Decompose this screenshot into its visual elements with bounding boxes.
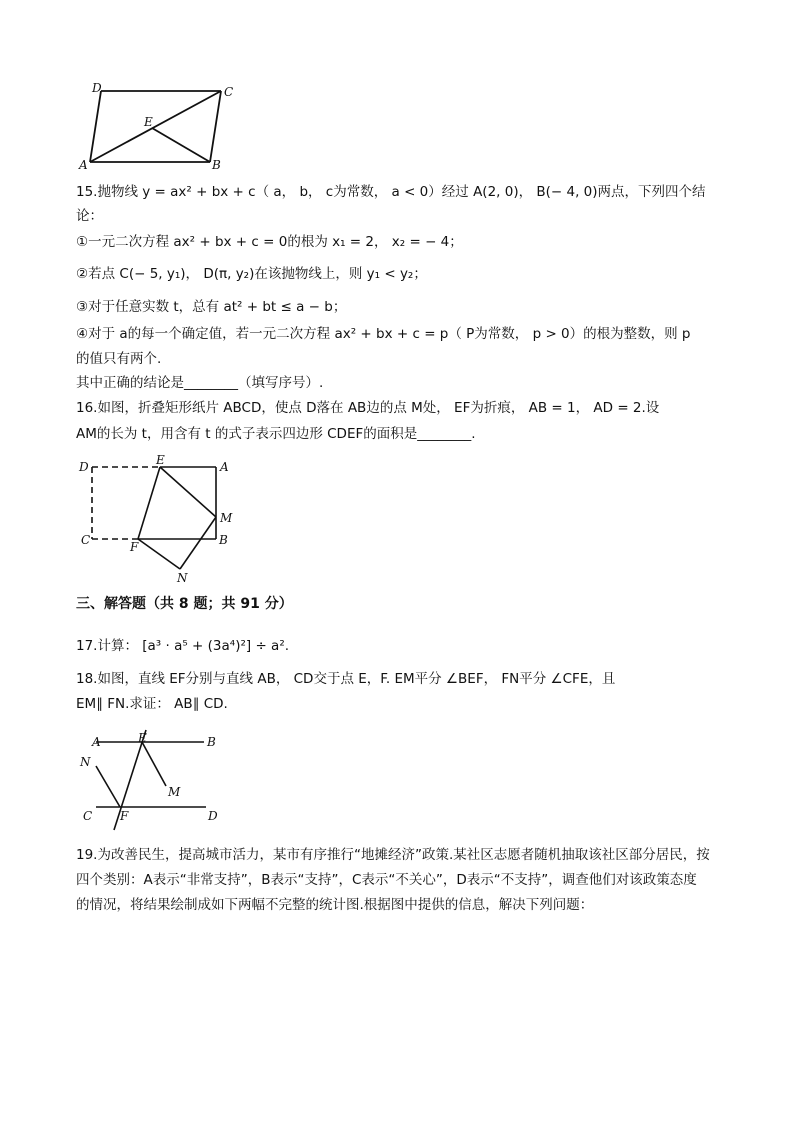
segment-ac bbox=[90, 91, 221, 162]
q16-line-1: 16.如图，折叠矩形纸片 ABCD，使点 D落在 AB边的点 M处， EF为折痕， AB = 1， AD = 2.设 bbox=[76, 400, 660, 416]
label-a: A bbox=[220, 460, 229, 474]
ray-fn bbox=[96, 766, 120, 807]
label-b: B bbox=[212, 158, 221, 172]
label-a: A bbox=[79, 158, 88, 172]
label-b: B bbox=[207, 735, 216, 749]
parallel-lines-figure bbox=[76, 728, 236, 834]
segment-da bbox=[90, 91, 101, 162]
q15-line-7: 的值只有两个. bbox=[76, 351, 162, 367]
label-d: D bbox=[92, 81, 102, 95]
q19-line-3: 的情况，将结果绘制成如下两幅不完整的统计图.根据图中提供的信息，解决下列问题： bbox=[76, 897, 594, 913]
label-f: F bbox=[120, 809, 129, 823]
folded-rectangle-figure bbox=[76, 455, 246, 585]
label-e: E bbox=[138, 731, 147, 745]
label-c: C bbox=[83, 809, 93, 823]
segment-mn bbox=[180, 517, 216, 569]
section-heading: 三、解答题（共 8 题；共 91 分） bbox=[76, 596, 293, 612]
label-d: D bbox=[79, 460, 89, 474]
segment-cb bbox=[210, 91, 221, 162]
label-n: N bbox=[80, 755, 91, 769]
q15-line-1: 15.抛物线 y = ax² + bx + c（ a， b， c为常数， a < 0）经过 A(2, 0)， B(− 4, 0)两点，下列四个结 bbox=[76, 184, 706, 200]
label-f: F bbox=[130, 540, 139, 554]
label-e: E bbox=[156, 455, 165, 467]
label-m: M bbox=[168, 785, 181, 799]
label-d: D bbox=[208, 809, 218, 823]
segment-ef bbox=[138, 467, 160, 539]
q18-line-2: EM∥ FN.求证： AB∥ CD. bbox=[76, 696, 228, 712]
label-c: C bbox=[81, 533, 91, 547]
q15-line-2: 论： bbox=[76, 208, 103, 224]
q18-line-1: 18.如图，直线 EF分别与直线 AB， CD交于点 E，F. EM平分 ∠BEF， FN平分 ∠CFE，且 bbox=[76, 671, 616, 687]
label-c: C bbox=[224, 85, 234, 99]
label-m: M bbox=[220, 511, 233, 525]
segment-eb bbox=[152, 128, 210, 162]
parallelogram-figure bbox=[76, 80, 246, 172]
segment-fn bbox=[138, 539, 180, 569]
ray-em bbox=[142, 742, 166, 786]
q19-line-2: 四个类别：A表示“非常支持”，B表示“支持”，C表示“不关心”，D表示“不支持”，调查他们对该政策态度 bbox=[76, 872, 697, 888]
q15-line-4: ②若点 C(− 5, y₁)， D(π, y₂)在该抛物线上，则 y₁ < y₂； bbox=[76, 266, 427, 282]
q15-line-8: 其中正确的结论是________（填写序号）. bbox=[76, 375, 324, 391]
label-e: E bbox=[144, 115, 153, 129]
label-b: B bbox=[219, 533, 228, 547]
segment-em bbox=[160, 467, 216, 517]
label-n: N bbox=[177, 571, 188, 585]
q15-line-3: ①一元二次方程 ax² + bx + c = 0的根为 x₁ = 2， x₂ = − 4； bbox=[76, 234, 463, 250]
q15-line-5: ③对于任意实数 t，总有 at² + bt ≤ a − b； bbox=[76, 299, 347, 315]
q16-line-2: AM的长为 t，用含有 t 的式子表示四边形 CDEF的面积是________. bbox=[76, 426, 476, 442]
label-a: A bbox=[92, 735, 101, 749]
q19-line-1: 19.为改善民生，提高城市活力，某市有序推行“地摊经济”政策.某社区志愿者随机抽取该社区部分居民，按 bbox=[76, 847, 710, 863]
q15-line-6: ④对于 a的每一个确定值，若一元二次方程 ax² + bx + c = p（ P为常数， p > 0）的根为整数，则 p bbox=[76, 326, 691, 342]
q17-line-1: 17.计算： [a³ · a⁵ + (3a⁴)²] ÷ a². bbox=[76, 638, 290, 654]
line-ef bbox=[114, 730, 146, 830]
